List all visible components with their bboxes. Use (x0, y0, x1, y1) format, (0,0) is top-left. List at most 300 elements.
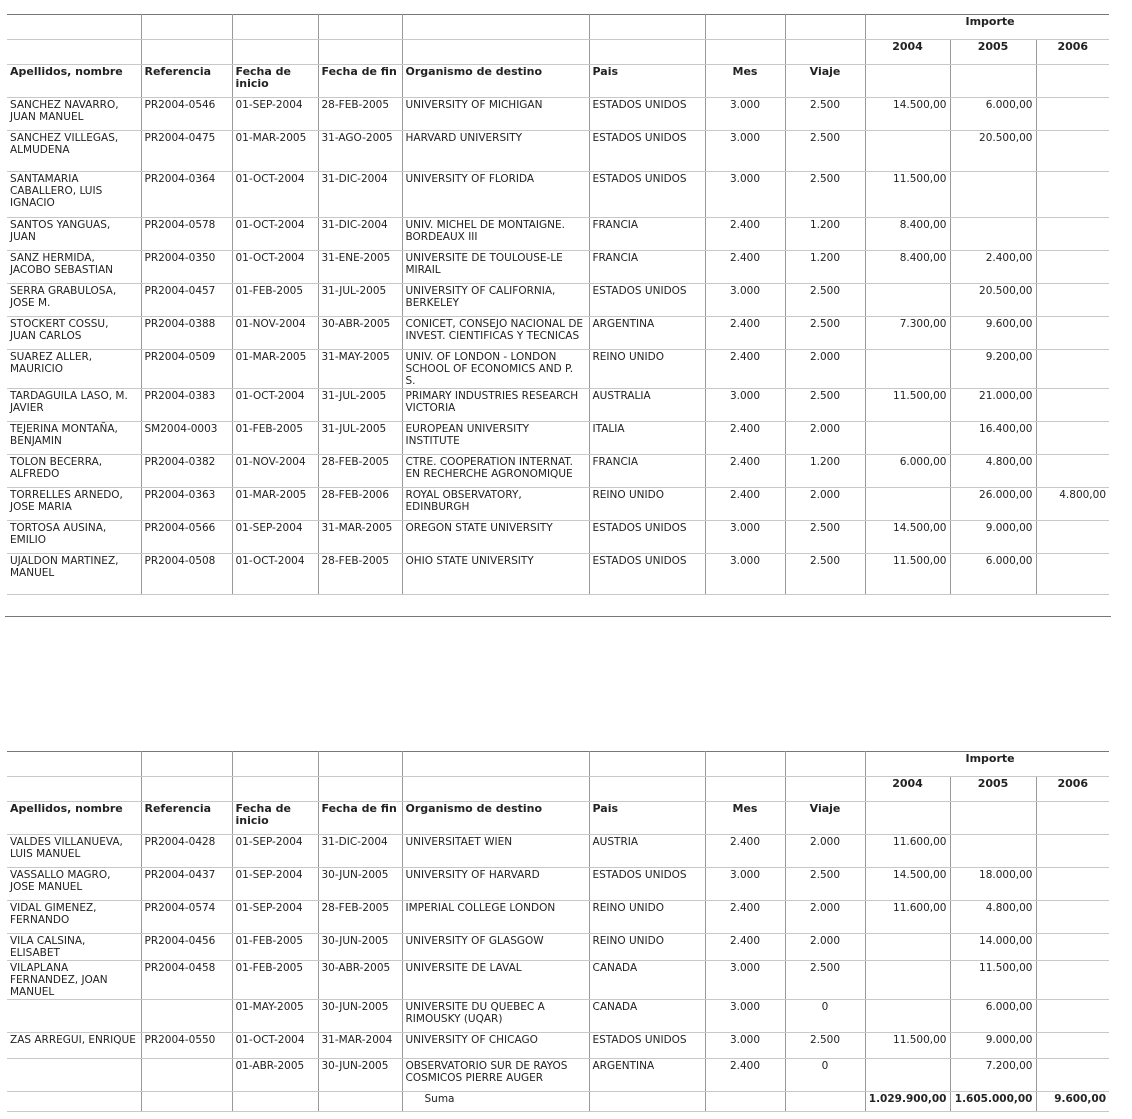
cell-organismo-destino: UNIVERSITY OF CALIFORNIA, BERKELEY (402, 284, 589, 317)
cell-referencia (141, 1000, 232, 1033)
cell-importe-2005: 26.000,00 (950, 488, 1036, 521)
cell-importe-2004 (865, 934, 950, 961)
table-row (7, 317, 1109, 350)
cell-apellidos-nombre: TEJERINA MONTAÑA, BENJAMIN (7, 422, 141, 455)
grant-table-page-2 (7, 751, 1109, 1112)
cell-organismo-destino: UNIVERSITY OF GLASGOW (402, 934, 589, 961)
cell-fecha-inicio: 01-MAY-2005 (232, 1000, 318, 1033)
cell-importe-2005 (950, 218, 1036, 251)
cell-importe-2006 (1036, 835, 1109, 868)
cell-organismo-destino: UNIVERSITE DU QUEBEC A RIMOUSKY (UQAR) (402, 1000, 589, 1033)
cell-importe-2006 (1036, 172, 1109, 218)
cell-importe-2005: 7.200,00 (950, 1059, 1036, 1092)
col-referencia: Referencia (141, 65, 232, 98)
cell-viaje: 1.200 (785, 218, 865, 251)
cell-pais: ITALIA (589, 422, 705, 455)
cell-pais: ARGENTINA (589, 317, 705, 350)
cell-pais: ARGENTINA (589, 1059, 705, 1092)
cell-referencia: PR2004-0350 (141, 251, 232, 284)
col-organismo-destino-2: Organismo de destino (402, 802, 589, 835)
cell-viaje: 2.000 (785, 934, 865, 961)
cell-pais: CANADA (589, 1000, 705, 1033)
cell-viaje: 2.500 (785, 131, 865, 172)
col-pais: Pais (589, 65, 705, 98)
cell-apellidos-nombre: TARDAGUILA LASO, M. JAVIER (7, 389, 141, 422)
cell-apellidos-nombre (7, 1059, 141, 1092)
cell-importe-2006 (1036, 389, 1109, 422)
cell-fecha-inicio: 01-SEP-2004 (232, 835, 318, 868)
col-referencia-2: Referencia (141, 802, 232, 835)
cell-organismo-destino: UNIVERSITY OF MICHIGAN (402, 98, 589, 131)
cell-fecha-fin: 30-JUN-2005 (318, 934, 402, 961)
year-2005-heading-2: 2005 (950, 777, 1036, 802)
col-apellidos-nombre: Apellidos, nombre (7, 65, 141, 98)
cell-importe-2005 (950, 835, 1036, 868)
cell-fecha-fin: 30-JUN-2005 (318, 1059, 402, 1092)
cell-importe-2006 (1036, 218, 1109, 251)
cell-importe-2005: 4.800,00 (950, 901, 1036, 934)
cell-mes: 2.400 (705, 218, 785, 251)
cell-viaje: 0 (785, 1059, 865, 1092)
cell-fecha-inicio: 01-FEB-2005 (232, 284, 318, 317)
cell-fecha-fin: 31-JUL-2005 (318, 284, 402, 317)
cell-mes: 3.000 (705, 961, 785, 1000)
cell-importe-2006 (1036, 868, 1109, 901)
cell-referencia: PR2004-0546 (141, 98, 232, 131)
cell-viaje: 2.500 (785, 172, 865, 218)
table-1-bottom-rule (5, 616, 1111, 617)
table-row (7, 521, 1109, 554)
cell-importe-2004 (865, 350, 950, 389)
cell-apellidos-nombre: SANTOS YANGUAS, JUAN (7, 218, 141, 251)
table-row (7, 934, 1109, 961)
cell-mes: 3.000 (705, 284, 785, 317)
cell-importe-2004: 8.400,00 (865, 251, 950, 284)
cell-mes: 3.000 (705, 131, 785, 172)
cell-pais: AUSTRALIA (589, 389, 705, 422)
table-row (7, 901, 1109, 934)
cell-fecha-fin: 31-JUL-2005 (318, 389, 402, 422)
table-row (7, 868, 1109, 901)
cell-referencia: PR2004-0508 (141, 554, 232, 595)
col-fecha-fin-2: Fecha de fin (318, 802, 402, 835)
cell-viaje: 2.000 (785, 488, 865, 521)
table-row (7, 172, 1109, 218)
cell-importe-2005: 2.400,00 (950, 251, 1036, 284)
col-fecha-fin: Fecha de fin (318, 65, 402, 98)
cell-importe-2006 (1036, 350, 1109, 389)
cell-viaje: 2.500 (785, 521, 865, 554)
cell-referencia: PR2004-0364 (141, 172, 232, 218)
cell-pais: ESTADOS UNIDOS (589, 98, 705, 131)
table-row (7, 284, 1109, 317)
cell-importe-2005: 16.400,00 (950, 422, 1036, 455)
cell-apellidos-nombre: STOCKERT COSSU, JUAN CARLOS (7, 317, 141, 350)
cell-importe-2004: 11.600,00 (865, 901, 950, 934)
cell-importe-2004 (865, 488, 950, 521)
cell-viaje: 1.200 (785, 455, 865, 488)
cell-importe-2005: 14.000,00 (950, 934, 1036, 961)
cell-organismo-destino: UNIVERSITY OF HARVARD (402, 868, 589, 901)
cell-importe-2004: 11.600,00 (865, 835, 950, 868)
cell-mes: 2.400 (705, 455, 785, 488)
cell-fecha-inicio: 01-SEP-2004 (232, 901, 318, 934)
cell-fecha-fin: 31-DIC-2004 (318, 835, 402, 868)
table-row (7, 1059, 1109, 1092)
cell-fecha-fin: 30-ABR-2005 (318, 961, 402, 1000)
cell-apellidos-nombre: TORRELLES ARNEDO, JOSE MARIA (7, 488, 141, 521)
cell-importe-2006 (1036, 251, 1109, 284)
cell-importe-2006 (1036, 455, 1109, 488)
cell-apellidos-nombre (7, 1000, 141, 1033)
cell-referencia: PR2004-0363 (141, 488, 232, 521)
cell-fecha-inicio: 01-ABR-2005 (232, 1059, 318, 1092)
cell-fecha-fin: 31-MAR-2005 (318, 521, 402, 554)
cell-importe-2006 (1036, 901, 1109, 934)
cell-importe-2006 (1036, 1059, 1109, 1092)
table-row (7, 1000, 1109, 1033)
cell-importe-2006 (1036, 284, 1109, 317)
cell-importe-2006 (1036, 1033, 1109, 1059)
cell-referencia: PR2004-0550 (141, 1033, 232, 1059)
cell-apellidos-nombre: SANZ HERMIDA, JACOBO SEBASTIAN (7, 251, 141, 284)
cell-mes: 2.400 (705, 317, 785, 350)
cell-referencia: PR2004-0566 (141, 521, 232, 554)
cell-importe-2005: 18.000,00 (950, 868, 1036, 901)
cell-mes: 3.000 (705, 1000, 785, 1033)
cell-importe-2006 (1036, 98, 1109, 131)
cell-importe-2004 (865, 961, 950, 1000)
cell-organismo-destino: UNIV. OF LONDON - LONDON SCHOOL OF ECONOMICS AND P. S. (402, 350, 589, 389)
cell-referencia: PR2004-0458 (141, 961, 232, 1000)
cell-apellidos-nombre: SANTAMARIA CABALLERO, LUIS IGNACIO (7, 172, 141, 218)
importe-heading: Importe (865, 15, 1109, 40)
cell-organismo-destino: EUROPEAN UNIVERSITY INSTITUTE (402, 422, 589, 455)
cell-importe-2004 (865, 422, 950, 455)
cell-organismo-destino: CTRE. COOPERATION INTERNAT. EN RECHERCHE AGRONOMIQUE (402, 455, 589, 488)
cell-apellidos-nombre: SUAREZ ALLER, MAURICIO (7, 350, 141, 389)
cell-mes: 3.000 (705, 98, 785, 131)
cell-fecha-inicio: 01-OCT-2004 (232, 251, 318, 284)
year-2004-heading-2: 2004 (865, 777, 950, 802)
cell-viaje: 2.500 (785, 284, 865, 317)
suma-2005: 1.605.000,00 (950, 1092, 1036, 1112)
cell-importe-2005: 11.500,00 (950, 961, 1036, 1000)
cell-pais: ESTADOS UNIDOS (589, 131, 705, 172)
grant-table-page-1 (7, 14, 1109, 595)
cell-apellidos-nombre: ZAS ARREGUI, ENRIQUE (7, 1033, 141, 1059)
col-viaje-2: Viaje (785, 802, 865, 835)
cell-mes: 3.000 (705, 1033, 785, 1059)
cell-importe-2004: 11.500,00 (865, 1033, 950, 1059)
cell-pais: ESTADOS UNIDOS (589, 1033, 705, 1059)
cell-fecha-inicio: 01-NOV-2004 (232, 455, 318, 488)
cell-pais: ESTADOS UNIDOS (589, 521, 705, 554)
cell-fecha-fin: 28-FEB-2005 (318, 455, 402, 488)
col-mes-2: Mes (705, 802, 785, 835)
year-2006-heading: 2006 (1036, 40, 1109, 65)
cell-apellidos-nombre: VILAPLANA FERNANDEZ, JOAN MANUEL (7, 961, 141, 1000)
cell-pais: REINO UNIDO (589, 934, 705, 961)
cell-fecha-inicio: 01-OCT-2004 (232, 1033, 318, 1059)
cell-fecha-fin: 28-FEB-2006 (318, 488, 402, 521)
cell-importe-2006 (1036, 521, 1109, 554)
table-1-body (7, 98, 1109, 595)
table-row (7, 251, 1109, 284)
cell-importe-2006 (1036, 1000, 1109, 1033)
cell-importe-2006: 4.800,00 (1036, 488, 1109, 521)
cell-referencia: PR2004-0574 (141, 901, 232, 934)
cell-importe-2004: 14.500,00 (865, 521, 950, 554)
cell-mes: 3.000 (705, 389, 785, 422)
table-row (7, 218, 1109, 251)
cell-mes: 2.400 (705, 934, 785, 961)
cell-viaje: 2.500 (785, 317, 865, 350)
cell-referencia (141, 1059, 232, 1092)
table-row (7, 389, 1109, 422)
suma-2004: 1.029.900,00 (865, 1092, 950, 1112)
cell-importe-2006 (1036, 317, 1109, 350)
cell-mes: 2.400 (705, 488, 785, 521)
cell-apellidos-nombre: TORTOSA AUSINA, EMILIO (7, 521, 141, 554)
cell-pais: ESTADOS UNIDOS (589, 172, 705, 218)
cell-pais: ESTADOS UNIDOS (589, 554, 705, 595)
table-row (7, 835, 1109, 868)
cell-organismo-destino: UNIV. MICHEL DE MONTAIGNE. BORDEAUX III (402, 218, 589, 251)
table-row (7, 455, 1109, 488)
cell-importe-2005: 6.000,00 (950, 1000, 1036, 1033)
col-organismo-destino: Organismo de destino (402, 65, 589, 98)
cell-pais: REINO UNIDO (589, 901, 705, 934)
table-1-head (7, 15, 1109, 98)
cell-organismo-destino: UNIVERSITAET WIEN (402, 835, 589, 868)
cell-importe-2004: 14.500,00 (865, 98, 950, 131)
cell-referencia: PR2004-0578 (141, 218, 232, 251)
cell-fecha-fin: 31-DIC-2004 (318, 218, 402, 251)
cell-fecha-fin: 30-JUN-2005 (318, 1000, 402, 1033)
cell-pais: FRANCIA (589, 218, 705, 251)
cell-pais: FRANCIA (589, 251, 705, 284)
cell-apellidos-nombre: SANCHEZ VILLEGAS, ALMUDENA (7, 131, 141, 172)
cell-importe-2005: 9.200,00 (950, 350, 1036, 389)
cell-organismo-destino: IMPERIAL COLLEGE LONDON (402, 901, 589, 934)
cell-importe-2006 (1036, 961, 1109, 1000)
importe-heading-2: Importe (865, 752, 1109, 777)
cell-pais: REINO UNIDO (589, 488, 705, 521)
cell-fecha-inicio: 01-OCT-2004 (232, 554, 318, 595)
cell-apellidos-nombre: SERRA GRABULOSA, JOSE M. (7, 284, 141, 317)
cell-viaje: 0 (785, 1000, 865, 1033)
cell-importe-2005: 9.600,00 (950, 317, 1036, 350)
cell-importe-2004 (865, 284, 950, 317)
cell-organismo-destino: OBSERVATORIO SUR DE RAYOS COSMICOS PIERRE AUGER (402, 1059, 589, 1092)
cell-fecha-inicio: 01-MAR-2005 (232, 488, 318, 521)
cell-organismo-destino: UNIVERSITE DE TOULOUSE-LE MIRAIL (402, 251, 589, 284)
suma-label: Suma (402, 1092, 589, 1112)
cell-fecha-inicio: 01-SEP-2004 (232, 868, 318, 901)
cell-apellidos-nombre: UJALDON MARTINEZ, MANUEL (7, 554, 141, 595)
cell-fecha-fin: 30-JUN-2005 (318, 868, 402, 901)
cell-pais: ESTADOS UNIDOS (589, 868, 705, 901)
table-2-body (7, 835, 1109, 1092)
cell-importe-2004: 11.500,00 (865, 172, 950, 218)
cell-fecha-fin: 28-FEB-2005 (318, 554, 402, 595)
cell-fecha-fin: 31-DIC-2004 (318, 172, 402, 218)
cell-apellidos-nombre: VASSALLO MAGRO, JOSE MANUEL (7, 868, 141, 901)
cell-importe-2005: 20.500,00 (950, 131, 1036, 172)
cell-mes: 2.400 (705, 350, 785, 389)
table-2-head (7, 752, 1109, 835)
cell-viaje: 2.500 (785, 98, 865, 131)
suma-2006: 9.600,00 (1036, 1092, 1109, 1112)
cell-mes: 3.000 (705, 868, 785, 901)
cell-referencia: PR2004-0509 (141, 350, 232, 389)
cell-fecha-inicio: 01-FEB-2005 (232, 934, 318, 961)
cell-importe-2005: 6.000,00 (950, 554, 1036, 595)
cell-importe-2004: 11.500,00 (865, 554, 950, 595)
cell-importe-2004 (865, 131, 950, 172)
cell-viaje: 2.500 (785, 554, 865, 595)
col-mes: Mes (705, 65, 785, 98)
cell-fecha-fin: 31-ENE-2005 (318, 251, 402, 284)
cell-viaje: 2.500 (785, 1033, 865, 1059)
cell-fecha-inicio: 01-OCT-2004 (232, 389, 318, 422)
cell-importe-2005: 4.800,00 (950, 455, 1036, 488)
cell-importe-2006 (1036, 131, 1109, 172)
col-fecha-inicio-2: Fecha de inicio (232, 802, 318, 835)
cell-viaje: 2.000 (785, 901, 865, 934)
cell-fecha-fin: 28-FEB-2005 (318, 98, 402, 131)
cell-importe-2004: 8.400,00 (865, 218, 950, 251)
cell-fecha-fin: 30-ABR-2005 (318, 317, 402, 350)
cell-viaje: 2.500 (785, 868, 865, 901)
cell-referencia: PR2004-0456 (141, 934, 232, 961)
cell-organismo-destino: PRIMARY INDUSTRIES RESEARCH VICTORIA (402, 389, 589, 422)
cell-importe-2004 (865, 1059, 950, 1092)
cell-mes: 2.400 (705, 901, 785, 934)
cell-referencia: PR2004-0437 (141, 868, 232, 901)
cell-importe-2006 (1036, 554, 1109, 595)
cell-mes: 2.400 (705, 251, 785, 284)
cell-importe-2005: 20.500,00 (950, 284, 1036, 317)
table-2-summary (7, 1092, 1109, 1112)
col-pais-2: Pais (589, 802, 705, 835)
year-2005-heading: 2005 (950, 40, 1036, 65)
cell-importe-2004: 6.000,00 (865, 455, 950, 488)
cell-fecha-inicio: 01-SEP-2004 (232, 521, 318, 554)
cell-organismo-destino: UNIVERSITY OF FLORIDA (402, 172, 589, 218)
cell-fecha-fin: 28-FEB-2005 (318, 901, 402, 934)
year-2004-heading: 2004 (865, 40, 950, 65)
cell-viaje: 2.000 (785, 350, 865, 389)
cell-importe-2004: 7.300,00 (865, 317, 950, 350)
cell-apellidos-nombre: SANCHEZ NAVARRO, JUAN MANUEL (7, 98, 141, 131)
cell-referencia: PR2004-0383 (141, 389, 232, 422)
cell-referencia: PR2004-0382 (141, 455, 232, 488)
cell-referencia: PR2004-0475 (141, 131, 232, 172)
cell-fecha-inicio: 01-SEP-2004 (232, 98, 318, 131)
cell-organismo-destino: HARVARD UNIVERSITY (402, 131, 589, 172)
cell-importe-2005: 6.000,00 (950, 98, 1036, 131)
cell-organismo-destino: CONICET, CONSEJO NACIONAL DE INVEST. CIENTIFICAS Y TECNICAS (402, 317, 589, 350)
cell-pais: REINO UNIDO (589, 350, 705, 389)
cell-fecha-inicio: 01-FEB-2005 (232, 422, 318, 455)
col-apellidos-nombre-2: Apellidos, nombre (7, 802, 141, 835)
col-fecha-inicio: Fecha de inicio (232, 65, 318, 98)
cell-fecha-inicio: 01-OCT-2004 (232, 172, 318, 218)
cell-importe-2004: 11.500,00 (865, 389, 950, 422)
cell-mes: 3.000 (705, 554, 785, 595)
cell-viaje: 1.200 (785, 251, 865, 284)
cell-organismo-destino: UNIVERSITE DE LAVAL (402, 961, 589, 1000)
cell-fecha-fin: 31-MAR-2004 (318, 1033, 402, 1059)
cell-organismo-destino: UNIVERSITY OF CHICAGO (402, 1033, 589, 1059)
cell-fecha-inicio: 01-OCT-2004 (232, 218, 318, 251)
cell-pais: CANADA (589, 961, 705, 1000)
table-row (7, 1033, 1109, 1059)
cell-referencia: SM2004-0003 (141, 422, 232, 455)
cell-organismo-destino: OREGON STATE UNIVERSITY (402, 521, 589, 554)
cell-pais: FRANCIA (589, 455, 705, 488)
cell-apellidos-nombre: VALDES VILLANUEVA, LUIS MANUEL (7, 835, 141, 868)
cell-fecha-inicio: 01-NOV-2004 (232, 317, 318, 350)
cell-viaje: 2.500 (785, 389, 865, 422)
year-2006-heading-2: 2006 (1036, 777, 1109, 802)
cell-importe-2005: 9.000,00 (950, 521, 1036, 554)
cell-importe-2004 (865, 1000, 950, 1033)
cell-importe-2005: 21.000,00 (950, 389, 1036, 422)
cell-organismo-destino: ROYAL OBSERVATORY, EDINBURGH (402, 488, 589, 521)
cell-organismo-destino: OHIO STATE UNIVERSITY (402, 554, 589, 595)
cell-fecha-fin: 31-MAY-2005 (318, 350, 402, 389)
cell-importe-2005: 9.000,00 (950, 1033, 1036, 1059)
cell-referencia: PR2004-0388 (141, 317, 232, 350)
table-row (7, 350, 1109, 389)
col-viaje: Viaje (785, 65, 865, 98)
cell-importe-2005 (950, 172, 1036, 218)
table-row (7, 131, 1109, 172)
cell-apellidos-nombre: VILA CALSINA, ELISABET (7, 934, 141, 961)
cell-importe-2006 (1036, 422, 1109, 455)
cell-mes: 2.400 (705, 1059, 785, 1092)
cell-fecha-inicio: 01-FEB-2005 (232, 961, 318, 1000)
cell-viaje: 2.500 (785, 961, 865, 1000)
cell-pais: ESTADOS UNIDOS (589, 284, 705, 317)
cell-importe-2004: 14.500,00 (865, 868, 950, 901)
cell-mes: 3.000 (705, 521, 785, 554)
cell-fecha-inicio: 01-MAR-2005 (232, 350, 318, 389)
cell-mes: 3.000 (705, 172, 785, 218)
table-row (7, 554, 1109, 595)
cell-pais: AUSTRIA (589, 835, 705, 868)
table-row (7, 422, 1109, 455)
cell-fecha-fin: 31-JUL-2005 (318, 422, 402, 455)
cell-viaje: 2.000 (785, 422, 865, 455)
table-row (7, 98, 1109, 131)
cell-mes: 2.400 (705, 835, 785, 868)
cell-viaje: 2.000 (785, 835, 865, 868)
cell-apellidos-nombre: TOLON BECERRA, ALFREDO (7, 455, 141, 488)
table-row (7, 961, 1109, 1000)
cell-fecha-inicio: 01-MAR-2005 (232, 131, 318, 172)
cell-importe-2006 (1036, 934, 1109, 961)
cell-mes: 2.400 (705, 422, 785, 455)
table-row (7, 488, 1109, 521)
cell-apellidos-nombre: VIDAL GIMENEZ, FERNANDO (7, 901, 141, 934)
cell-referencia: PR2004-0457 (141, 284, 232, 317)
cell-fecha-fin: 31-AGO-2005 (318, 131, 402, 172)
cell-referencia: PR2004-0428 (141, 835, 232, 868)
